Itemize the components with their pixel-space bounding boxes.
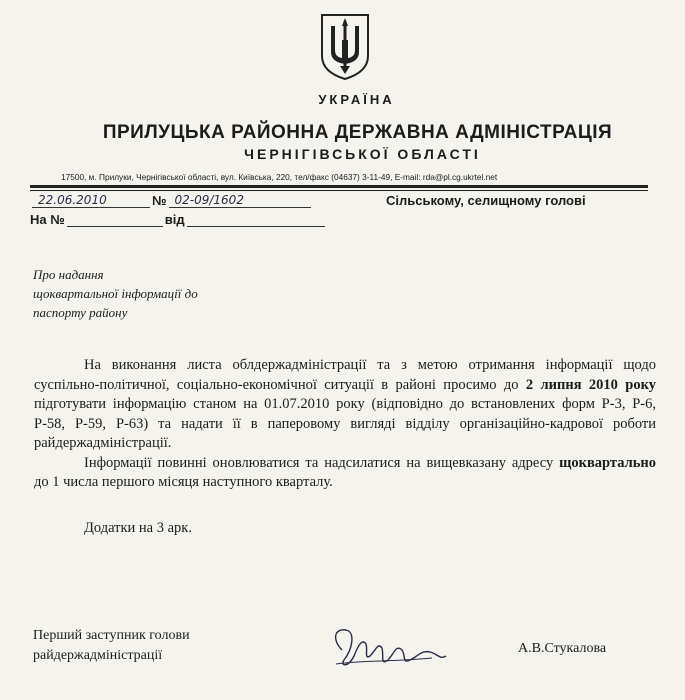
recipient: Сільському, селищному голові (386, 193, 586, 208)
country-name: УКРАЇНА (318, 92, 395, 107)
subject-line: щоквартальної інформації до (33, 286, 198, 301)
incoming-number-field (67, 211, 163, 227)
deadline: 2 липня 2010 року (525, 376, 656, 393)
signature-image (322, 620, 452, 676)
attachments-note: Додатки на 3 арк. (84, 520, 192, 536)
address-line: 17500, м. Прилуки, Чернігівської області, вул. Київська, 220, тел/факс (04637) 3-11-49, E-mail: rda@pl.cg.ukrtel.net (61, 172, 498, 182)
organization-title: ПРИЛУЦЬКА РАЙОННА ДЕРЖАВНА АДМІНІСТРАЦІЯ (102, 122, 613, 143)
trident-icon (318, 12, 372, 82)
na-label: На № (30, 212, 65, 227)
frequency: щоквартально (559, 454, 656, 471)
signatory-title: Перший заступник голови райдержадміністрації (33, 628, 190, 663)
vid-label: від (164, 212, 185, 227)
organization-subtitle: ЧЕРНІГІВСЬКОЇ ОБЛАСТІ (244, 146, 481, 162)
body-paragraph-1: На виконання листа облдержадміністрації та з метою отримання інформації щодо суспільно-політичної, соціально-економічної ситуації в районі просимо до 2 липня 2010 року підготувати інформацію станом на 01.07.2010 року (відповідно до встановлених форм Р-3, Р-6, Р-58, Р-59, Р-63) та надати її в паперовому вигляді відділу організаційно-кадрової роботи райдержадміністрації. (34, 357, 656, 451)
number-label: № (152, 193, 167, 208)
date-field (32, 192, 150, 208)
header-divider-thin (30, 190, 648, 191)
incoming-date-field (187, 211, 325, 227)
handwritten-date: 22.06.2010 (38, 193, 107, 207)
letter-body (34, 356, 656, 493)
handwritten-number: 02-09/1602 (174, 193, 244, 207)
incoming-reference (30, 211, 327, 227)
subject-line: Про надання (33, 267, 104, 282)
number-field (169, 192, 311, 208)
subject-line: паспорту району (33, 305, 128, 320)
subject (33, 265, 293, 322)
body-paragraph-2: Інформації повинні оновлюватися та надсилатися на вищевказану адресу щоквартально до 1 числа першого місяця наступного кварталу. (34, 454, 656, 490)
signatory-name: А.В.Стукалова (518, 641, 607, 656)
outgoing-reference (30, 192, 313, 208)
header-divider (30, 185, 648, 188)
